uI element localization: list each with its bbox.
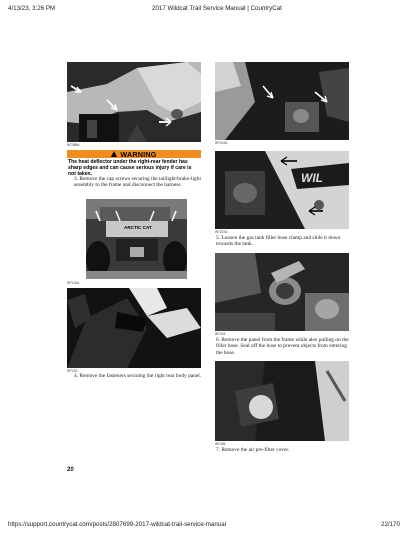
photo-filler-hose-clamp (215, 151, 349, 229)
warning-triangle-icon (111, 151, 117, 157)
photo-removing-fasteners (67, 288, 201, 368)
step-5: 5. Loosen the gas tank filler hose clamp and slide it down towards the tank. (216, 235, 341, 248)
browser-footer-page: 22/170 (381, 521, 400, 528)
figure-label: WT227A (215, 230, 228, 234)
warning-label: WARNING (120, 149, 157, 159)
figure-label: WT241A (215, 141, 228, 145)
warning-banner (67, 150, 201, 158)
figure-label: WT089A (67, 143, 80, 147)
step-3: 3. Remove the cap screws securing the taillight/brake-light assembly to the frame and disconnect the harness. (74, 176, 201, 189)
photo-label-tailgate: ARCTIC CAT (124, 225, 152, 230)
figure-label: WT101A (67, 281, 80, 285)
figure-label: WT102 (67, 369, 78, 373)
figure-label: WT245 (215, 442, 226, 446)
step-6: 6. Remove the panel from the frame while also pulling on the filler hose. Seal off the hose to prevent objects from entering the hose. (216, 337, 349, 356)
photo-rear-fender (67, 62, 201, 142)
photo-label-fender: WIL (301, 171, 323, 185)
photo-vehicle-rear (86, 199, 187, 279)
browser-header-datetime: 4/13/23, 3:26 PM (8, 5, 56, 12)
browser-header-title: 2017 Wildcat Trail Service Manual | CountryCat (152, 5, 282, 12)
step-4: 4. Remove the fasteners securing the right rear body panel. (74, 373, 202, 379)
figure-label: WT244 (215, 332, 226, 336)
step-7: 7. Remove the air pre-filter cover. (216, 447, 290, 453)
warning-text: The heat deflector under the right-rear fender has sharp edges and can cause serious injury if care is not taken. (68, 158, 192, 177)
photo-taillight-area (215, 62, 349, 140)
page-number: 20 (67, 467, 74, 473)
browser-footer-url: https://support.countrycat.com/posts/2807699-2017-wildcat-trail-service-manual (8, 521, 227, 528)
warning-box (67, 149, 201, 177)
photo-air-pre-filter (215, 361, 349, 441)
photo-gas-tank (215, 253, 349, 331)
